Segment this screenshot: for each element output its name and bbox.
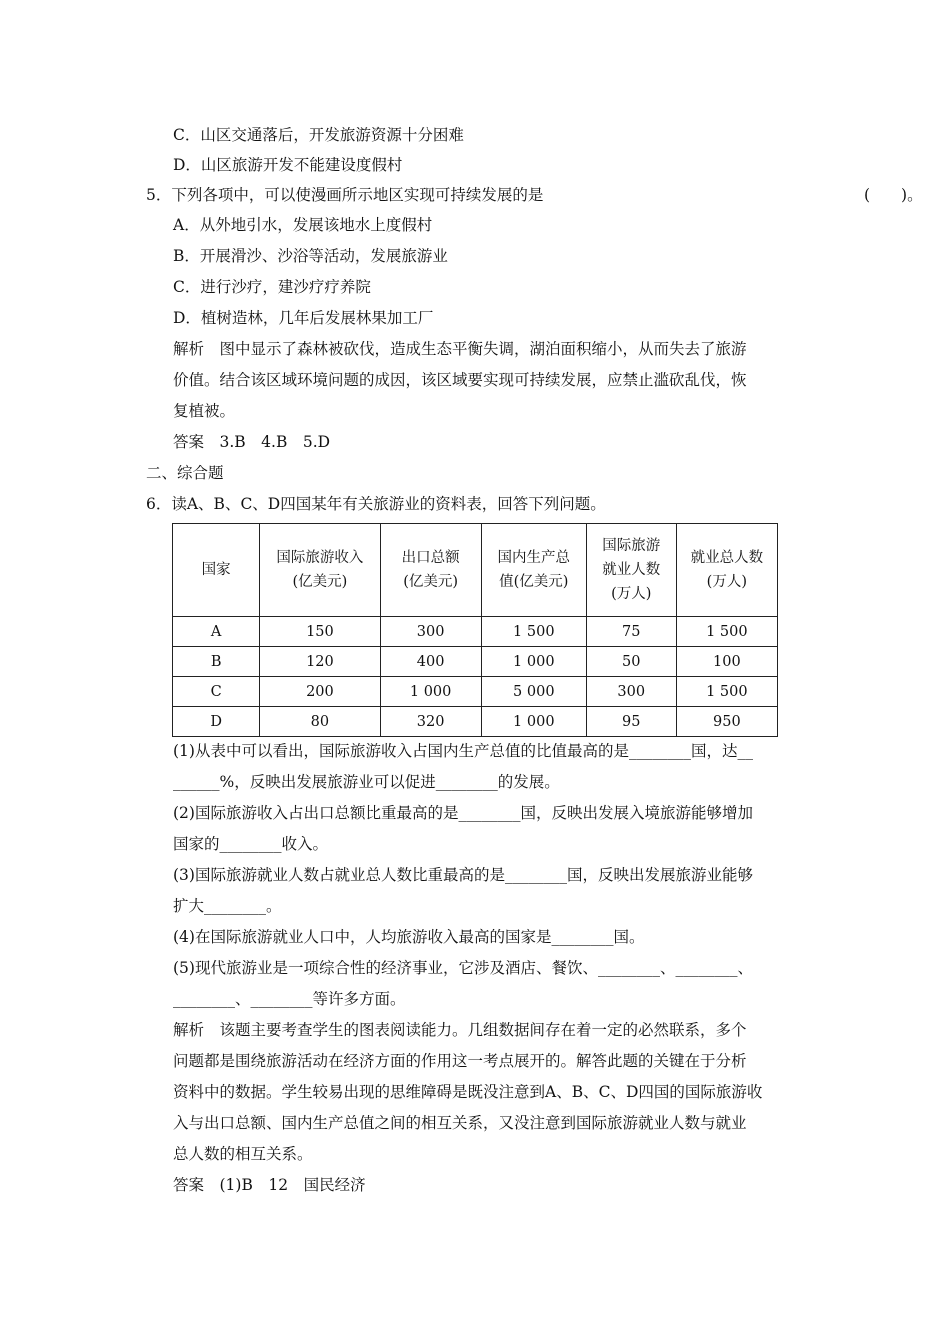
table-cell: 300 [380,617,481,647]
q6-subquestion-3: (3)国际旅游就业人数占就业总人数比重最高的是________国，反映出发展旅游业能够 [173,866,753,884]
q6-subquestion-4: (4)在国际旅游就业人口中，人均旅游收入最高的国家是________国。 [173,928,645,946]
table-cell: D [173,707,260,737]
q5-option-d: D．植树造林，几年后发展林果加工厂 [173,309,434,327]
q6-analysis-line: 总人数的相互关系。 [173,1145,313,1163]
table-cell: 300 [586,677,676,707]
q6-subquestion-2: (2)国际旅游收入占出口总额比重最高的是________国，反映出发展入境旅游能够增加 [173,804,753,822]
q6-subquestion-2-cont: 国家的________收入。 [173,835,329,853]
header-gdp: 国内生产总 值(亿美元) [481,524,586,617]
table-cell: 1 000 [481,647,586,677]
table-cell: 1 500 [676,677,777,707]
table-cell: 75 [586,617,676,647]
table-cell: 80 [260,707,380,737]
q6-stem: 6．读A、B、C、D四国某年有关旅游业的资料表，回答下列问题。 [146,495,606,513]
q5-stem-text: 5．下列各项中，可以使漫画所示地区实现可持续发展的是 [146,186,544,204]
table-cell: 950 [676,707,777,737]
q5-answer: 答案 3.B 4.B 5.D [173,433,331,451]
table-cell: 1 500 [676,617,777,647]
q5-stem [146,184,923,206]
table-cell: 400 [380,647,481,677]
table-cell: 150 [260,617,380,647]
q6-analysis-line: 解析 该题主要考查学生的图表阅读能力。几组数据间存在着一定的必然联系，多个 [173,1021,747,1039]
table-row [173,707,778,737]
table-cell: 120 [260,647,380,677]
header-tourism-employment: 国际旅游 就业人数 (万人) [586,524,676,617]
q5-option-a: A．从外地引水，发展该地水上度假村 [173,216,433,234]
q6-subquestion-1: (1)从表中可以看出，国际旅游收入占国内生产总值的比值最高的是________国，达__ [173,742,753,760]
q5-option-b: B．开展滑沙、沙浴等活动，发展旅游业 [173,247,448,265]
table-header-row [173,524,778,617]
q5-analysis-line: 价值。结合该区域环境问题的成因，该区域要实现可持续发展，应禁止滥砍乱伐，恢 [173,371,747,389]
answer-paren: ( )。 [864,186,923,204]
q5-option-c: C．进行沙疗，建沙疗疗养院 [173,278,371,296]
table-cell: 1 500 [481,617,586,647]
q6-analysis-line: 资料中的数据。学生较易出现的思维障碍是既没注意到A、B、C、D四国的国际旅游收 [173,1083,763,1101]
q4-option-d: D．山区旅游开发不能建设度假村 [173,156,403,174]
table-cell: 320 [380,707,481,737]
q6-analysis-line: 问题都是围绕旅游活动在经济方面的作用这一考点展开的。解答此题的关键在于分析 [173,1052,747,1070]
q6-subquestion-3-cont: 扩大________。 [173,897,282,915]
q5-analysis-line: 解析 图中显示了森林被砍伐，造成生态平衡失调，湖泊面积缩小，从而失去了旅游 [173,340,747,358]
q6-answer: 答案 (1)B 12 国民经济 [173,1176,366,1194]
q6-subquestion-5-cont: ________、________等许多方面。 [173,990,406,1008]
table-cell: 5 000 [481,677,586,707]
header-tourism-income: 国际旅游收入 (亿美元) [260,524,380,617]
table-cell: 50 [586,647,676,677]
table-cell: 1 000 [481,707,586,737]
q6-analysis-line: 入与出口总额、国内生产总值之间的相互关系，又没注意到国际旅游就业人数与就业 [173,1114,747,1132]
table-row [173,647,778,677]
table-cell: C [173,677,260,707]
table-cell: 100 [676,647,777,677]
table-cell: A [173,617,260,647]
q6-subquestion-1-cont: ______%，反映出发展旅游业可以促进________的发展。 [173,773,560,791]
table-cell: B [173,647,260,677]
table-cell: 1 000 [380,677,481,707]
header-total-employment: 就业总人数 (万人) [676,524,777,617]
tourism-data-table [172,523,778,737]
q6-subquestion-5: (5)现代旅游业是一项综合性的经济事业，它涉及酒店、餐饮、________、________、 [173,959,753,977]
header-country: 国家 [173,524,260,617]
header-export-total: 出口总额 (亿美元) [380,524,481,617]
q5-analysis-line: 复植被。 [173,402,236,420]
table-row [173,677,778,707]
section-heading: 二、综合题 [146,464,224,482]
table-cell: 200 [260,677,380,707]
table-cell: 95 [586,707,676,737]
table-row [173,617,778,647]
q4-option-c: C．山区交通落后，开发旅游资源十分困难 [173,126,464,144]
